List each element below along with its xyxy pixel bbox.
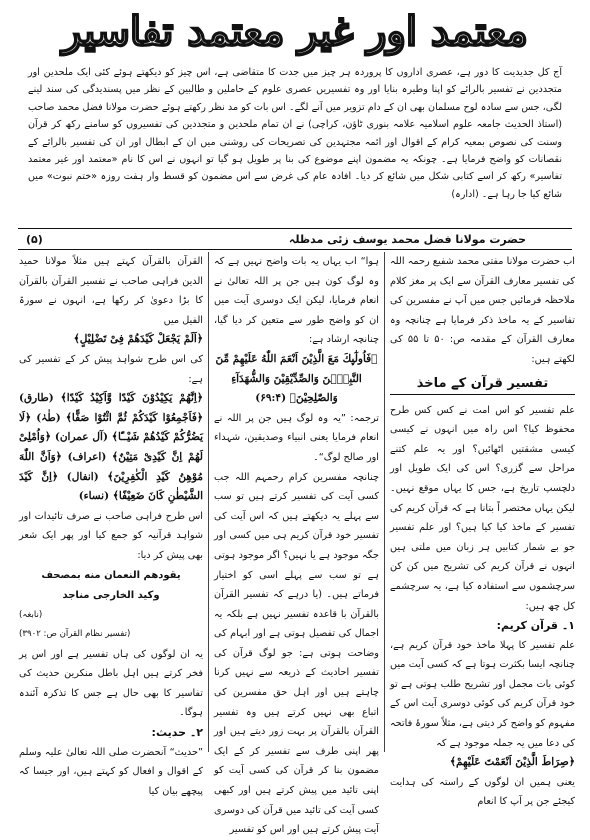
section-heading: تفسیر قرآن کے ماخذ — [390, 374, 575, 395]
intro-paragraph: آج کل جدیدیت کا دور ہے، عصری اداروں کا پروردہ ہر چیز میں جدت کا متقاضی ہے، اس چیز کو دیکھتے ہوئے کئی ایک ملحدین اور متجددین نے تفسیر بالرائے کو اپنا وطیرہ بنایا اور وہ تفسیریں عصری علوم کے حاملین و طالبین کے نظر میں پسندیدگی کی سند لینے لگی، جس سے سادہ لوح مسلمان بھی ان کے دام تزویر میں آنے لگے۔ اس بات کو مد نظر رکھتے ہوئے حضرت مولانا فضل محمد صاحب (استاذ الحدیث جامعہ علوم اسلامیہ علامہ بنوری ٹاؤن، کراچی) نے ان تمام ملحدین و متجددین کی تفسیروں کو سامنے رکھ کر قرآن وسنت کی نصوص بمعیہ کرام کے اقوال اور ائمہ مجتہدین کی تصریحات کی روشنی میں ان کے ابطال اور ان کی تفسیر بالرائے کے نقصانات کو واضح فرمایا ہے۔ چونکہ یہ مضمون اپنے موضوع کی بنا پر طویل ہو گیا تو انہوں نے اس کا نام «معتمد اور غیر معتمد تفاسیر» رکھ کر اسے کتابی شکل میں شائع کر دیا۔ افادہ عام کی غرض سے اس مضمون کو قسط وار ہفت روزہ «ختم نبوت» میں شائع کیا جا رہا ہے۔ (ادارہ) — [28, 67, 562, 200]
col2-paragraph-1: ہوا“ اب یہاں یہ بات واضح نہیں ہے کہ وہ لوگ کون ہیں جن پر اللہ تعالیٰ نے انعام فرمایا، لیکن ایک دوسری آیت میں ان کو واضح طور سے متعین کر دیا گیا، چنانچہ ارشاد ہے: — [214, 256, 379, 346]
col2-paragraph-3: چنانچہ مفسرین کرام رحمہم اللہ جب کسی آیت کی تفسیر کرتے ہیں تو سب سے پہلے یہ دیکھتے ہیں کہ اس آیت کی تفسیر خود قرآن کریم ہی میں کسی اور جگہ موجود ہے یا نہیں؟ اگر موجود ہوتی ہے تو سب سے پہلے اسی کو اختیار فرماتے ہیں۔ (یا درہے کہ تفسیر القرآن بالقرآن با قاعدہ تفسیر نہیں ہے بلکہ یہ اجمال کی تفصیل ہوتی ہے اور ابہام کی وضاحت ہوتی ہے: جو لوگ قرآن کی تفسیر احادیث کے ذریعہ سے نہیں کرنا چاہتے ہیں اور اہل حق مفسرین کی اتباع بھی نہیں کرتے ہیں وہ تفسیر القرآن بالقرآن پر بہت زور دیتے ہیں اور پھر اپنی طرف سے تفسیر کر کے ایک مضمون بنا کر قرآن کی کسی آیت کو اپنی تائید میں پیش کرتے ہیں اور کبھی کسی آیت کی تائید میں قرآن کی دوسری آیت پیش کرتے ہیں اور اس کو تفسیر — [214, 471, 379, 836]
author-name: حضرت مولانا فضل محمد یوسف زئی مدظلہ — [288, 232, 526, 246]
col2-paragraph-2: ترجمہ: ”یہ وہ لوگ ہیں جن پر اللہ نے انعام فرمایا یعنی انبیاء وصدیقین، شہداء اور صالح لوگ“۔ — [214, 412, 379, 463]
col3-paragraph-5: ”حدیث“ آنحضرت صلی اللہ تعالیٰ علیہ وسلم کے اقوال و افعال کو کہتے ہیں، اور جیسا کہ پیچھے بیان کیا — [19, 746, 203, 797]
column-right — [384, 252, 580, 808]
article-title: معتمد اور غیر معتمد تفاسیر — [62, 8, 528, 55]
col2-verse: ﴿فَاُولٰٓىِٕكَ مَعَ الَّذِیْنَ اَنْعَمَ اللّٰهُ عَلَیْهِمْ مِّنَ النَّبِیّٖنَ وَالصِّدِّیْقِیْنَ وَالشُّهَدَآءِ وَالصّٰلِحِیْنَ﴾ (۶۹:۴) — [215, 352, 378, 405]
col1-paragraph-4: یعنی ہمیں ان لوگوں کے راستہ کی ہدایت کیجئے جن پر آپ کا انعام — [390, 776, 575, 808]
col3-paragraph-3: اس طرح فراہی صاحب نے صرف تائیدات اور شواہد قرآنیہ کو جمع کیا اور پھر ایک شعر بھی پیش کر دیا: — [19, 510, 203, 561]
col3-verse-1: ﴿اَلَمْ یَجْعَلْ كَیْدَهُمْ فِیْ تَضْلِیْلٍ﴾ — [73, 333, 203, 346]
column-middle — [208, 252, 384, 836]
article-intro — [28, 64, 562, 203]
poem-line-1: یقودهم النعمان منه بمصحف — [41, 569, 181, 581]
poem-attribution: (نابغہ) — [19, 609, 43, 620]
citation-reference: (تفسیر نظام القرآن ص: ۳۹۰۲) — [19, 629, 131, 640]
installment-number: (۵) — [26, 232, 43, 246]
article-columns — [14, 252, 580, 836]
col3-verse-2: ﴿اِنَّهُمْ یَكِیْدُوْنَ كَیْدًا وَّاَكِیْدُ كَیْدًا﴾ (طارق) ﴿فَاَجْمِعُوْا كَیْدَكُمْ ثُمَّ ائْتُوْا صَفًّا﴾ (طٰہٰ) ﴿لَا یَضُرُّكُمْ كَیْدُهُمْ شَیْــًٔا﴾ (آل عمران) ﴿وَاُمْلِیْ لَهُمْ اِنَّ كَیْدِیْ مَتِیْنٌ﴾ (اعراف) ﴿وَاَنَّ اللّٰهَ مُوْهِنُ كَیْدِ الْكٰفِرِیْنَ﴾ (انفال) ﴿اِنَّ كَیْدَ الشَّیْطٰنِ كَانَ ضَعِیْفًا﴾ (نساء) — [19, 392, 203, 503]
col3-paragraph-2: کی اس طرح شواہد پیش کر کے تفسیر کی ہے: — [19, 353, 203, 385]
col1-paragraph-2: علم تفسیر کو اس امت نے کس کس طرح محفوظ کیا؟ اس راہ میں انہوں نے کیسی کیسی مشقتیں اٹھائیں؟ اور یہ علم کتنے مراحل سے گزری؟ اس کی ایک طویل اور دلچسپ تاریخ ہے، جس کا یہاں موقع نہیں۔ لیکن یہاں مختصر اً بتانا ہے کہ قرآن کریم کی تفسیر کے ماخذ کیا کیا ہیں؟ اور علم تفسیر جو بے شمار کتابیں ہر زبان میں ملتی ہیں انہوں نے قرآن کریم کی تشریح میں کن کن سرچشموں سے استفادہ کیا ہے، یہ سرچشمے کل چھ ہیں: — [390, 404, 575, 612]
col3-paragraph-1: القرآن بالقرآن کہتے ہیں مثلاً مولانا حمید الدین فراہی صاحب نے تفسیر القرآن بالقرآن کا بڑا دعویٰ کر رکھا ہے، انہوں نے سورۃ الفیل میں — [19, 256, 203, 326]
col1-verse: ﴿صِرَاطَ الَّذِیْنَ اَنْعَمْتَ عَلَیْهِمْ﴾ — [449, 756, 575, 769]
col3-paragraph-4: یہ ان لوگوں کی ہاں تفسیر ہے اور اس پر فخر کرتے ہیں اہل باطل منکرین حدیث کی تفاسیر کا بھی حال ہے جس کا تذکرہ آئندہ ہوگا۔ — [19, 648, 203, 719]
subheading-hadith: ۲۔ حدیث: — [151, 726, 203, 740]
column-left — [14, 252, 208, 797]
col1-paragraph-1: اب حضرت مولانا مفتی محمد شفیع رحمہ اللہ کی تفسیر معارف القرآن سے ایک پر مغز کلام ملاحظہ فرمائیں جس میں آپ نے مفسرین کی تفاسیر کے یہ ماخذ ذکر فرمایا ہے چنانچہ وہ معارف القرآن کے مقدمہ ص: ۵۰ تا ۵۵ کی لکھتے ہیں: — [390, 256, 575, 365]
author-band — [18, 228, 572, 250]
subheading-quran: ۱۔ قرآن کریم: — [496, 619, 575, 633]
poem-line-2: وكيد الخارجی مناجد — [62, 589, 160, 601]
col1-paragraph-3: علم تفسیر کا پہلا ماخذ خود قرآن کریم ہے، چنانچہ ایسا بکثرت ہوتا ہے کہ کسی آیت میں کوئی بات مجمل اور تشریح طلب ہوتی ہے تو خود قرآن کریم کی کوئی دوسری آیت اس کے مفہوم کو واضح کر دیتی ہے، مثلاً سورۂ فاتحہ کی دعا میں یہ جملہ موجود ہے کہ — [390, 639, 575, 749]
